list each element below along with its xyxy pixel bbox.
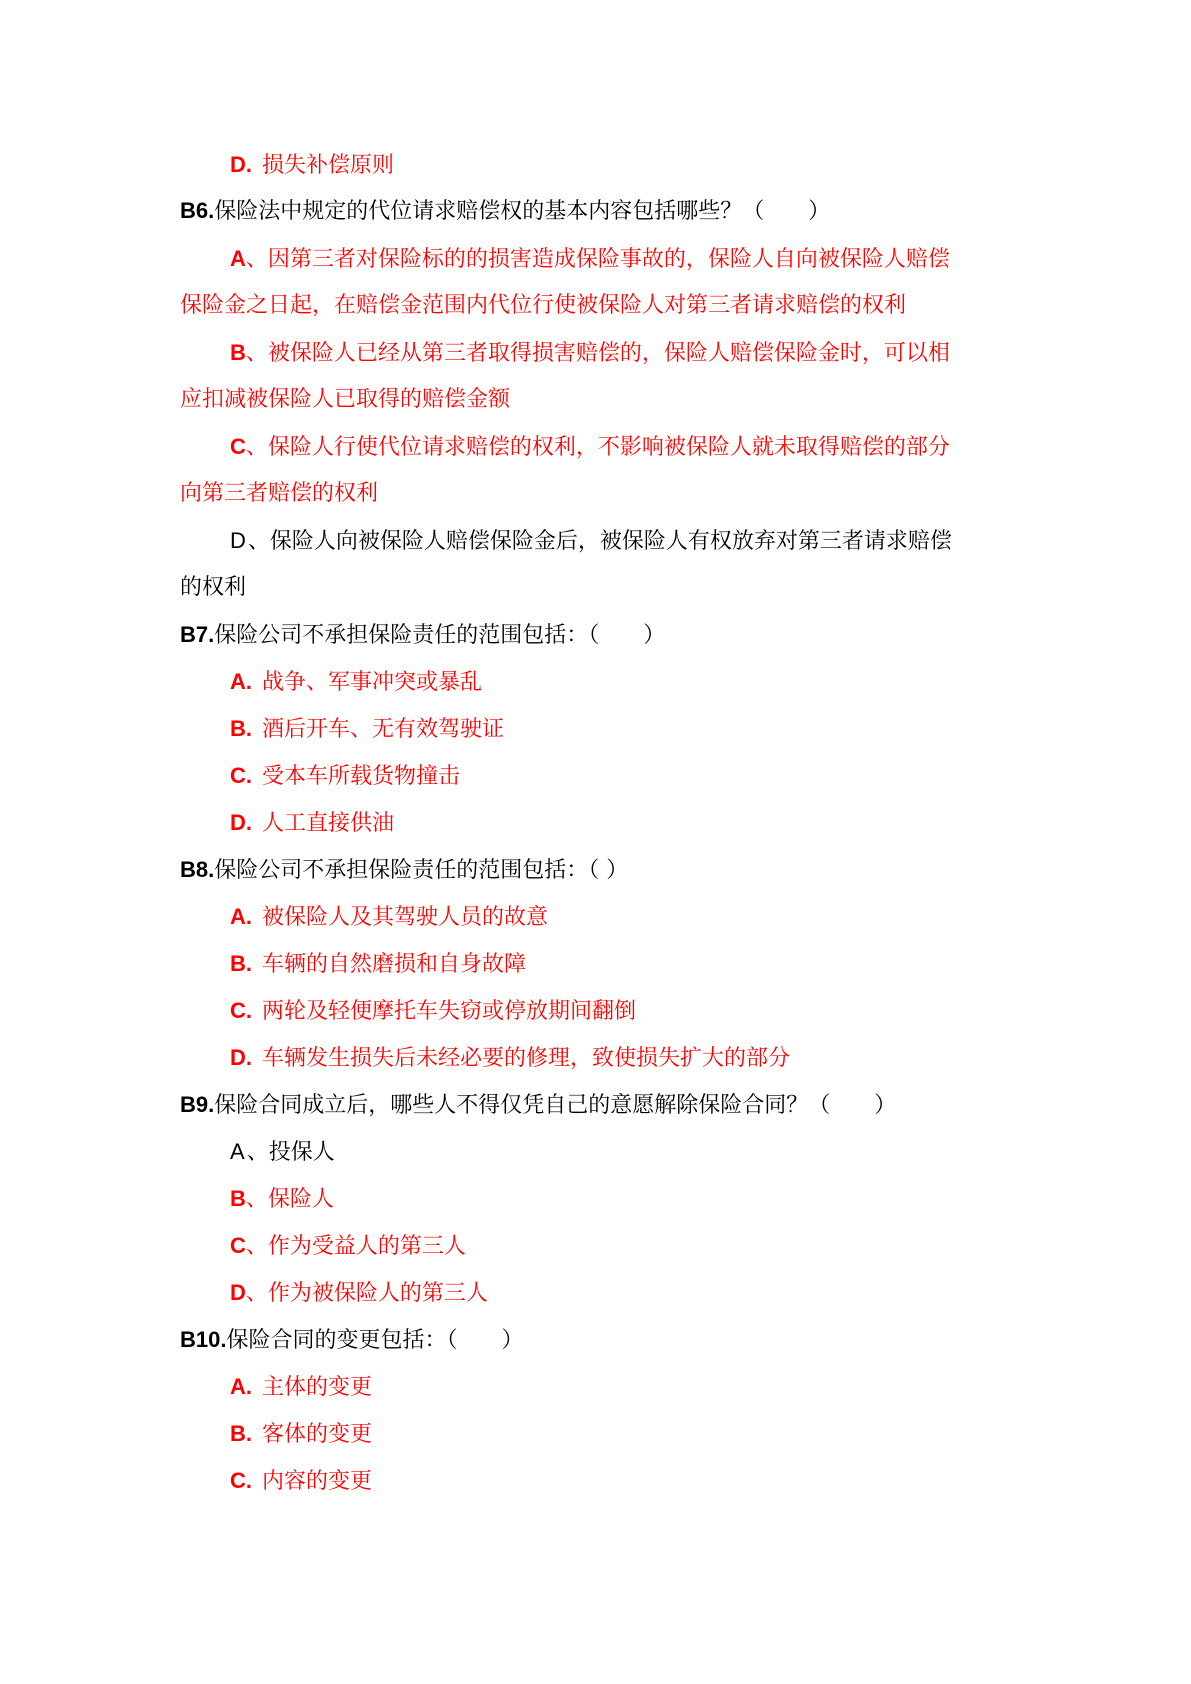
question-text: 保险合同成立后，哪些人不得仅凭自己的意愿解除保险合同？（ ） [214,1093,897,1118]
question-b10 [180,1325,524,1356]
question-b8 [180,855,628,886]
option-d-prev [230,150,394,181]
option-label: C. [230,1468,252,1493]
b7-option-b [230,714,504,745]
question-number: B6. [180,198,215,223]
question-number: B7. [180,622,215,647]
option-text: 人工直接供油 [262,811,395,836]
b8-option-b [230,949,526,980]
question-text: 保险法中规定的代位请求赔偿权的基本内容包括哪些？（ ） [214,199,831,224]
b6-option-d-line1 [230,526,952,557]
b9-option-a [230,1137,335,1168]
b10-option-c [230,1466,372,1497]
option-text: 车辆发生损失后未经必要的修理，致使损失扩大的部分 [262,1046,791,1071]
b9-option-b [230,1184,334,1215]
option-text: 、保险人行使代位请求赔偿的权利，不影响被保险人就未取得赔偿的部分 [245,435,950,460]
option-text: 两轮及轻便摩托车失窃或停放期间翻倒 [262,999,637,1024]
option-label: A. [230,669,252,694]
option-text: 、投保人 [246,1140,335,1165]
question-b6 [180,196,830,227]
option-text: 车辆的自然磨损和自身故障 [262,952,527,977]
b10-option-a [230,1372,372,1403]
option-label: C [230,1233,246,1258]
option-text: 损失补偿原则 [262,153,395,178]
option-text: 客体的变更 [262,1422,373,1447]
option-text: 、因第三者对保险标的的损害造成保险事故的，保险人自向被保险人赔偿 [245,247,950,272]
b8-option-d [230,1043,790,1074]
option-label: D [230,528,246,553]
question-b9 [180,1090,896,1121]
question-number: B8. [180,857,215,882]
question-number: B10. [180,1327,227,1352]
question-text: 保险合同的变更包括：（ ） [226,1328,524,1353]
b8-option-c [230,996,636,1027]
b7-option-c [230,761,460,792]
question-text: 保险公司不承担保险责任的范围包括：（ ） [214,623,666,648]
option-label: C. [230,998,252,1023]
b9-option-d [230,1278,488,1309]
option-text: 、作为受益人的第三人 [245,1234,466,1259]
b7-option-d [230,808,394,839]
option-text: 、保险人 [245,1187,334,1212]
b6-option-b-line1 [230,338,950,369]
option-text: 、被保险人已经从第三者取得损害赔偿的，保险人赔偿保险金时，可以相 [245,341,950,366]
option-text: 受本车所载货物撞击 [262,764,461,789]
question-b7 [180,620,665,651]
option-label: A. [230,904,252,929]
option-label: C [230,434,246,459]
b6-option-a-line1 [230,244,950,275]
option-text: 、保险人向被保险人赔偿保险金后，被保险人有权放弃对第三者请求赔偿 [247,529,952,554]
b6-option-c-line1 [230,432,950,463]
option-label: A [230,1139,245,1164]
option-label: B. [230,1421,252,1446]
b10-option-b [230,1419,372,1450]
option-label: A. [230,1374,252,1399]
option-text: 、作为被保险人的第三人 [245,1281,488,1306]
option-label: B. [230,716,252,741]
option-label: B. [230,951,252,976]
option-label: C. [230,763,252,788]
b6-option-d-line2: 的权利 [180,575,247,600]
b7-option-a [230,667,482,698]
b8-option-a [230,902,548,933]
option-text: 战争、军事冲突或暴乱 [262,670,483,695]
b6-option-b-line2: 应扣减被保险人已取得的赔偿金额 [180,387,511,412]
option-label: B [230,340,246,365]
b6-option-c-line2: 向第三者赔偿的权利 [180,481,379,506]
option-label: D. [230,810,252,835]
option-label: D. [230,1045,252,1070]
option-label: D [230,1280,246,1305]
b6-option-a-line2: 保险金之日起，在赔偿金范围内代位行使被保险人对第三者请求赔偿的权利 [180,293,907,318]
question-number: B9. [180,1092,215,1117]
question-text: 保险公司不承担保险责任的范围包括：（ ） [214,858,629,883]
option-text: 酒后开车、无有效驾驶证 [262,717,505,742]
option-text: 主体的变更 [262,1375,373,1400]
option-label: B [230,1186,246,1211]
b9-option-c [230,1231,466,1262]
option-text: 内容的变更 [262,1469,373,1494]
option-text: 被保险人及其驾驶人员的故意 [262,905,549,930]
option-label: A [230,246,246,271]
option-label: D. [230,152,252,177]
